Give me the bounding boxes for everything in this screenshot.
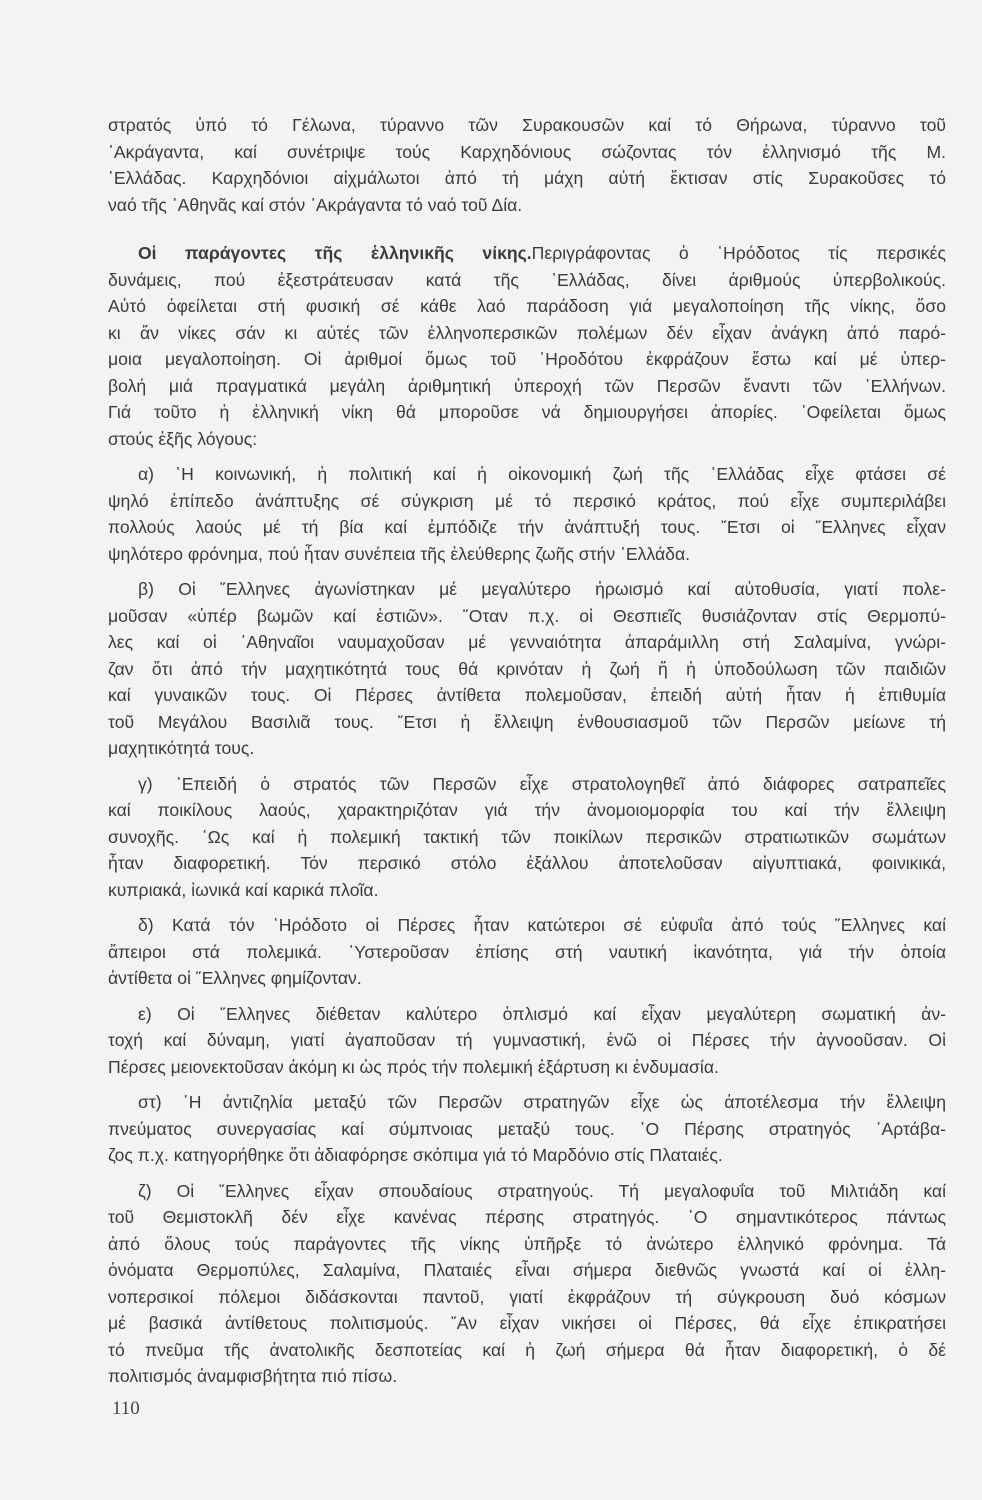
text-line (108, 139, 946, 166)
text-line (108, 877, 946, 904)
text-line (108, 603, 946, 630)
line-text: α) ῾Η κοινωνική, ἡ πολιτική καί ἡ οἰκονομική ζωή τῆς ῾Ελλάδας εἶχε φτάσει σέ (138, 464, 946, 484)
paragraph (108, 1001, 946, 1081)
paragraph (108, 576, 946, 762)
line-text: καί ποικίλους λαούς, χαρακτηριζόταν γιά τήν ἀνομοιομορφία του καί τήν ἔλλειψη (108, 800, 946, 820)
text-line (108, 850, 946, 877)
text-line (108, 165, 946, 192)
line-text: κυπριακά, ἰωνικά καί καρικά πλοῖα. (108, 879, 379, 900)
paragraph (108, 1089, 946, 1169)
paragraph (108, 112, 946, 218)
line-text: τό πνεῦμα τῆς ἀνατολικῆς δεσποτείας καί ἡ ζωή σήμερα θά ἦταν διαφορετική, ὁ δέ (108, 1339, 946, 1360)
line-text: Γιά τοῦτο ἡ ἑλληνική νίκη θά μποροῦσε νά δημιουργήσει ἀπορίες. ᾿Οφείλεται ὅμως (108, 402, 946, 422)
text-line (108, 1142, 946, 1169)
text-line (108, 346, 946, 373)
line-text: πνεύματος συνεργασίας καί σύμπνοιας μεταξύ τους. ῾Ο Πέρσης στρατηγός ᾿Αρτάβα- (108, 1118, 946, 1139)
text-line (108, 735, 946, 762)
document-page (108, 112, 946, 1390)
text-line (108, 797, 946, 824)
text-line (108, 1027, 946, 1054)
line-text: ᾿Ακράγαντα, καί συνέτριψε τούς Καρχηδόνιους σώζοντας τόν ἑλληνισμό τῆς Μ. (108, 141, 946, 162)
text-line (108, 1284, 946, 1311)
text-line (108, 965, 946, 992)
line-text: νοπερσικοί πόλεμοι διδάσκονται παντοῦ, γιατί ἐκφράζουν τή σύγκρουση δυό κόσμων (108, 1286, 946, 1307)
line-text: ὀνόματα Θερμοπύλες, Σαλαμίνα, Πλαταιές εἶναι σήμερα διεθνῶς γνωστά καί οἱ ἑλλη- (108, 1260, 946, 1280)
line-text: πολιτισμός ἀναμφισβήτητα πιό πίσω. (108, 1366, 398, 1386)
line-text: στούς ἑξῆς λόγους: (108, 428, 258, 449)
text-line (108, 1001, 946, 1028)
text-line (108, 1116, 946, 1143)
text-line (108, 461, 946, 488)
text-line (108, 541, 946, 568)
line-text: ἀντίθετα οἱ ῞Ελληνες φημίζονταν. (108, 968, 362, 988)
line-text: δυνάμεις, πού ἐξεστράτευσαν κατά τῆς ῾Ελλάδας, δίνει ἀριθμούς ὑπερβολικούς. (108, 269, 946, 290)
line-text: ἦταν διαφορετική. Τόν περσικό στόλο ἐξάλλου ἀποτελοῦσαν αἰγυπτιακά, φοινικικά, (108, 853, 946, 873)
text-line (108, 373, 946, 400)
line-text: δ) Κατά τόν ῾Ηρόδοτο οἱ Πέρσες ἦταν κατώτεροι σέ εὐφυΐα ἀπό τούς ῞Ελληνες καί (138, 915, 946, 935)
line-text: βολή μιά πραγματικά μεγάλη ἀριθμητική ὑπεροχή τῶν Περσῶν ἔναντι τῶν ῾Ελλήνων. (108, 375, 946, 396)
line-text: τοῦ Θεμιστοκλῆ δέν εἶχε κανένας πέρσης στρατηγός. ῾Ο σημαντικότερος πάντως (108, 1207, 946, 1227)
line-text: μοῦσαν «ὑπέρ βωμῶν καί ἑστιῶν». ῞Οταν π.χ. οἱ Θεσπιεῖς θυσιάζονταν στίς Θερμοπύ- (108, 605, 946, 626)
line-text: Αὐτό ὀφείλεται στή φυσική σέ κάθε λαό παράδοση γιά μεγαλοποίηση τῆς νίκης, ὅσο (108, 296, 946, 316)
line-text: μοια μεγαλοποίηση. Οἱ ἀριθμοί ὅμως τοῦ ῾Ηροδότου ἐκφράζουν ἔστω καί μέ ὑπερ- (108, 349, 946, 369)
line-text: ναό τῆς ᾿Αθηνᾶς καί στόν ᾿Ακράγαντα τό ναό τοῦ Δία. (108, 194, 523, 215)
text-line (108, 399, 946, 426)
paragraph (108, 912, 946, 992)
text-line (108, 112, 946, 139)
line-text: στ) ῾Η ἀντιζηλία μεταξύ τῶν Περσῶν στρατηγῶν εἶχε ὡς ἀποτέλεσμα τήν ἔλλειψη (138, 1092, 946, 1112)
text-line (108, 1363, 946, 1390)
text-line (108, 682, 946, 709)
line-text: γ) ᾿Επειδή ὁ στρατός τῶν Περσῶν εἶχε στρατολογηθεῖ ἀπό διάφορες σατραπεῖες (138, 773, 946, 794)
line-text: Πέρσες μειονεκτοῦσαν ἀκόμη κι ὡς πρός τήν πολεμική ἐξάρτυση κι ἐνδυμασία. (108, 1056, 719, 1077)
line-text: β) Οἱ ῞Ελληνες ἀγωνίστηκαν μέ μεγαλύτερο ἡρωισμό καί αὐτοθυσία, γιατί πολε- (138, 579, 946, 599)
line-text: λες καί οἱ ᾿Αθηναῖοι ναυμαχοῦσαν μέ γενναιότητα ἀπαράμιλλη στή Σαλαμίνα, γνώρι- (108, 632, 946, 652)
text-line (108, 514, 946, 541)
line-text: Περιγράφοντας ὁ ῾Ηρόδοτος τίς περσικές (531, 243, 946, 263)
line-text: μαχητικότητά τους. (108, 738, 255, 758)
text-line (108, 939, 946, 966)
line-text: τοῦ Μεγάλου Βασιλιᾶ τους. ῎Ετσι ἡ ἔλλειψη ἐνθουσιασμοῦ τῶν Περσῶν μείωνε τή (108, 711, 946, 732)
text-line (108, 192, 946, 219)
text-line (108, 426, 946, 453)
line-text: ἄπειροι στά πολεμικά. ῾Υστεροῦσαν ἐπίσης στή ναυτική ἱκανότητα, γιά τήν ὁποία (108, 941, 946, 962)
line-text: ζ) Οἱ ῞Ελληνες εἶχαν σπουδαίους στρατηγούς. Τή μεγαλοφυΐα τοῦ Μιλτιάδη καί (138, 1180, 946, 1201)
text-line (108, 771, 946, 798)
text-line (108, 1310, 946, 1337)
line-text: στρατός ὑπό τό Γέλωνα, τύραννο τῶν Συρακουσῶν καί τό Θήρωνα, τύραννο τοῦ (108, 115, 946, 135)
line-text: τοχή καί δύναμη, γιατί ἀγαποῦσαν τή γυμναστική, ἐνῶ οἱ Πέρσες τήν ἀγνοοῦσαν. Οἱ (108, 1030, 946, 1050)
line-text: ἀπό ὅλους τούς παράγοντες τῆς νίκης ὑπῆρξε τό ἀνώτερο ἑλληνικό φρόνημα. Τά (108, 1233, 946, 1254)
paragraph (108, 240, 946, 452)
paragraph (108, 461, 946, 567)
text-line (108, 320, 946, 347)
text-line (108, 1178, 946, 1205)
line-text: συνοχῆς. ῾Ως καί ἡ πολεμική τακτική τῶν ποικίλων περσικῶν στρατιωτικῶν σωμάτων (108, 826, 946, 847)
text-line (108, 824, 946, 851)
text-line (108, 293, 946, 320)
text-line (108, 709, 946, 736)
page-number: 110 (112, 1398, 140, 1419)
line-text: κι ἄν νίκες σάν κι αὐτές τῶν ἑλληνοπερσικῶν πολέμων δέν εἶχαν ἀνάγκη ἀπό παρό- (108, 322, 946, 343)
paragraph (108, 771, 946, 904)
line-text: καί γυναικῶν τους. Οἱ Πέρσες ἀντίθετα πολεμοῦσαν, ἐπειδή αὐτή ἦταν ἡ ἐπιθυμία (108, 685, 946, 705)
text-line (108, 1337, 946, 1364)
line-text: ψηλό ἐπίπεδο ἀνάπτυξης σέ σύγκριση μέ τό περσικό κράτος, πού εἶχε συμπεριλάβει (108, 490, 946, 511)
text-line (108, 1054, 946, 1081)
text-line (108, 1231, 946, 1258)
text-line (108, 1089, 946, 1116)
line-text: ζαν ὅτι ἀπό τήν μαχητικότητά τους θά κρινόταν ἡ ζωή ἤ ἡ ὑποδούλωση τῶν παιδιῶν (108, 658, 946, 679)
text-line (108, 1204, 946, 1231)
text-line (108, 629, 946, 656)
line-text: ῾Ελλάδας. Καρχηδόνιοι αἰχμάλωτοι ἀπό τή μάχη αὐτή ἔκτισαν στίς Συρακοῦσες τό (108, 168, 946, 188)
line-text: ζος π.χ. κατηγορήθηκε ὅτι ἀδιαφόρησε σκόπιμα γιά τό Μαρδόνιο στίς Πλαταιές. (108, 1145, 723, 1165)
line-text: μέ βασικά ἀντίθετους πολιτισμούς. ῎Αν εἶχαν νικήσει οἱ Πέρσες, θά εἶχε ἐπικρατήσει (108, 1313, 946, 1333)
text-line (108, 1257, 946, 1284)
text-line (108, 488, 946, 515)
text-line (108, 656, 946, 683)
line-text: ψηλότερο φρόνημα, πού ἦταν συνέπεια τῆς ἐλεύθερης ζωῆς στήν ῾Ελλάδα. (108, 543, 691, 564)
line-text: πολλούς λαούς μέ τή βία καί ἐμπόδιζε τήν ἀνάπτυξή τους. ῎Ετσι οἱ ῞Ελληνες εἶχαν (108, 517, 946, 537)
text-line (108, 267, 946, 294)
paragraph (108, 1178, 946, 1390)
section-heading: Οἱ παράγοντες τῆς ἑλληνικῆς νίκης. (138, 243, 532, 263)
text-line (108, 240, 946, 267)
text-line (108, 912, 946, 939)
line-text: ε) Οἱ ῞Ελληνες διέθεταν καλύτερο ὁπλισμό καί εἶχαν μεγαλύτερη σωματική ἀν- (138, 1003, 946, 1024)
text-line (108, 576, 946, 603)
